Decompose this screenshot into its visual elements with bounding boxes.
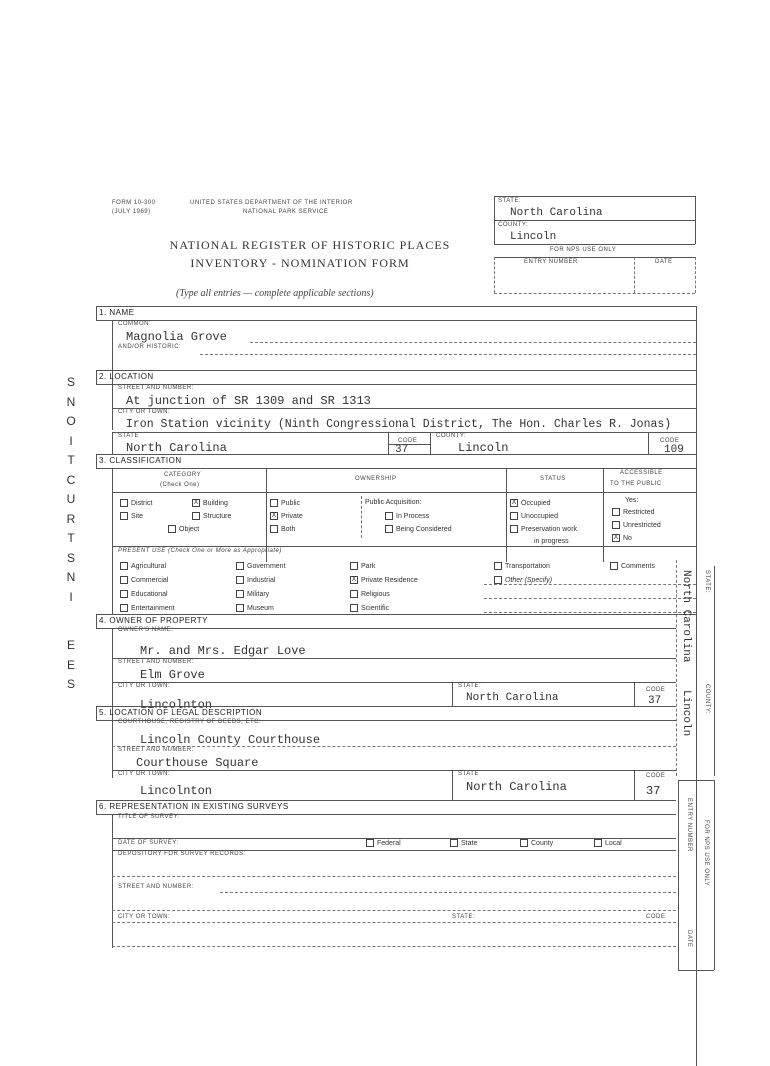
- common-name-field[interactable]: Magnolia Grove: [126, 330, 227, 344]
- margin-county-head: COUNTY:: [704, 684, 710, 715]
- use-commercial-checkbox[interactable]: Commercial: [120, 576, 168, 584]
- service-name: NATIONAL PARK SERVICE: [243, 209, 329, 215]
- cat-district-checkbox[interactable]: District: [120, 499, 152, 507]
- entry-number-label: ENTRY NUMBER: [524, 259, 578, 265]
- use-government-checkbox[interactable]: Government: [236, 562, 286, 570]
- own-private-checkbox[interactable]: X Private: [271, 512, 303, 520]
- legal-city-label: CITY OR TOWN:: [118, 771, 171, 777]
- county-label: COUNTY:: [436, 433, 467, 439]
- margin-date-label: DATE: [686, 930, 692, 948]
- status-head: STATUS: [540, 476, 566, 482]
- survey-local-checkbox[interactable]: Local: [594, 839, 622, 847]
- cat-site-checkbox[interactable]: Site: [120, 512, 143, 520]
- owner-state-label: STATE:: [458, 683, 482, 689]
- owner-name-label: OWNER'S NAME:: [118, 627, 174, 633]
- location-city-field[interactable]: Iron Station vicinity (Ninth Congressional District, The Hon. Charles R. Jonas): [126, 418, 672, 431]
- owner-code-label: CODE: [646, 687, 666, 693]
- survey-code-label: CODE: [646, 914, 666, 920]
- survey-date-label: DATE OF SURVEY:: [118, 840, 179, 846]
- common-label: COMMON:: [118, 321, 152, 327]
- state-label: STATE: [118, 433, 139, 439]
- side-instructions: S N O I T C U R T S N I E E S: [66, 375, 76, 691]
- state-code-field[interactable]: 37: [395, 444, 409, 456]
- present-use-label: PRESENT USE (Check One or More as Appropriate): [118, 548, 282, 554]
- category-head: CATEGORY: [164, 472, 202, 478]
- county-code-field[interactable]: 109: [664, 444, 684, 456]
- margin-state-head: STATE:: [704, 570, 710, 594]
- survey-street-label: STREET AND NUMBER:: [118, 884, 194, 890]
- use-military-checkbox[interactable]: Military: [236, 590, 269, 598]
- owner-code-field[interactable]: 37: [648, 695, 662, 707]
- owner-city-label: CITY OR TOWN:: [118, 683, 171, 689]
- use-transportation-checkbox[interactable]: Transportation: [494, 562, 550, 570]
- ownership-head: OWNERSHIP: [355, 476, 397, 482]
- access-restricted-checkbox[interactable]: Restricted: [612, 508, 655, 516]
- use-scientific-checkbox[interactable]: Scientific: [350, 604, 389, 612]
- form-title-2: INVENTORY - NOMINATION FORM: [190, 256, 410, 270]
- own-both-checkbox[interactable]: Both: [270, 525, 295, 533]
- cat-structure-checkbox[interactable]: Structure: [192, 512, 231, 520]
- survey-state-label: STATE:: [452, 914, 476, 920]
- use-agricultural-checkbox[interactable]: Agricultural: [120, 562, 166, 570]
- legal-code-field[interactable]: 37: [646, 784, 661, 798]
- use-entertainment-checkbox[interactable]: Entertainment: [120, 604, 175, 612]
- margin-entry-label: ENTRY NUMBER: [686, 798, 692, 852]
- section-3-title: 3. CLASSIFICATION: [99, 456, 182, 465]
- status-occupied-checkbox[interactable]: X Occupied: [511, 499, 551, 507]
- use-other-checkbox[interactable]: Other (Specify): [494, 576, 552, 584]
- form-number: FORM 10-300: [112, 200, 156, 206]
- use-museum-checkbox[interactable]: Museum: [236, 604, 274, 612]
- section-6-title: 6. REPRESENTATION IN EXISTING SURVEYS: [99, 802, 289, 811]
- form-instruction: (Type all entries — complete applicable sections): [176, 288, 374, 299]
- legal-street-field[interactable]: Courthouse Square: [136, 756, 259, 770]
- legal-street-label: STREET AND NUMBER:: [118, 747, 194, 753]
- entry-date-label: DATE: [655, 259, 673, 265]
- survey-county-checkbox[interactable]: County: [520, 839, 553, 847]
- access-unrestricted-checkbox[interactable]: Unrestricted: [612, 521, 661, 529]
- historic-label: AND/OR HISTORIC:: [118, 344, 182, 350]
- use-private-residence-checkbox[interactable]: X Private Residence: [351, 576, 418, 584]
- location-state-field[interactable]: North Carolina: [126, 441, 227, 455]
- margin-nps-label: FOR NPS USE ONLY: [703, 820, 709, 887]
- nps-use-label: FOR NPS USE ONLY: [550, 247, 617, 253]
- use-educational-checkbox[interactable]: Educational: [120, 590, 168, 598]
- city-label: CITY OR TOWN:: [118, 409, 171, 415]
- use-religious-checkbox[interactable]: Religious: [350, 590, 390, 598]
- courthouse-field[interactable]: Lincoln County Courthouse: [140, 733, 321, 747]
- status-progress-label: in progress: [534, 538, 569, 545]
- top-county-value: Lincoln: [510, 231, 557, 243]
- own-public-checkbox[interactable]: Public: [270, 499, 300, 507]
- street-label: STREET AND NUMBER:: [118, 385, 194, 391]
- form-title-1: NATIONAL REGISTER OF HISTORIC PLACES: [169, 238, 451, 252]
- margin-county-value: Lincoln: [680, 690, 692, 737]
- category-sub: (Check One): [160, 482, 200, 488]
- courthouse-label: COURTHOUSE, REGISTRY OF DEEDS, ETC:: [118, 719, 262, 725]
- use-comments-checkbox[interactable]: Comments: [610, 562, 655, 570]
- legal-state-label: STATE: [458, 771, 479, 777]
- form-date: (JULY 1969): [112, 209, 151, 215]
- survey-title-label: TITLE OF SURVEY:: [118, 814, 180, 820]
- section-2-title: 2. LOCATION: [99, 372, 154, 381]
- acq-considered-checkbox[interactable]: Being Considered: [385, 525, 452, 533]
- margin-state-value: North Carolina: [680, 570, 692, 663]
- acq-process-checkbox[interactable]: In Process: [385, 512, 429, 520]
- top-state-label: STATE:: [498, 198, 522, 204]
- top-state-value: North Carolina: [510, 207, 603, 219]
- owner-city-field[interactable]: Lincolnton: [140, 698, 213, 712]
- section-4-title: 4. OWNER OF PROPERTY: [99, 616, 208, 625]
- cat-building-checkbox[interactable]: X Building: [193, 499, 228, 507]
- survey-city-label: CITY OR TOWN:: [118, 914, 171, 920]
- owner-name-field[interactable]: Mr. and Mrs. Edgar Love: [140, 644, 306, 658]
- status-unoccupied-checkbox[interactable]: Unoccupied: [510, 512, 558, 520]
- public-acquisition-label: Public Acquisition:: [365, 499, 422, 506]
- agency-name: UNITED STATES DEPARTMENT OF THE INTERIOR: [190, 200, 353, 206]
- access-yes-label: Yes:: [625, 497, 639, 504]
- status-preservation-checkbox[interactable]: Preservation work: [510, 525, 577, 533]
- location-county-field[interactable]: Lincoln: [458, 441, 509, 455]
- use-park-checkbox[interactable]: Park: [350, 562, 375, 570]
- access-head-2: TO THE PUBLIC: [610, 481, 662, 487]
- section-1-title: 1. NAME: [99, 308, 135, 317]
- access-head-1: ACCESSIBLE: [620, 470, 663, 476]
- owner-street-label: STREET AND NUMBER:: [118, 659, 194, 665]
- location-street-field[interactable]: At junction of SR 1309 and SR 1313: [126, 394, 371, 408]
- code-label-2: CODE: [660, 438, 680, 444]
- legal-city-field[interactable]: Lincolnton: [140, 784, 213, 798]
- cat-object-checkbox[interactable]: Object: [168, 525, 199, 533]
- legal-code-label: CODE: [646, 773, 666, 779]
- use-industrial-checkbox[interactable]: Industrial: [236, 576, 275, 584]
- section-5-title: 5. LOCATION OF LEGAL DESCRIPTION: [99, 708, 263, 717]
- access-no-checkbox[interactable]: X No: [613, 534, 632, 542]
- repository-label: DEPOSITORY FOR SURVEY RECORDS:: [118, 851, 246, 857]
- top-county-label: COUNTY:: [498, 222, 529, 228]
- survey-state-checkbox[interactable]: State: [450, 839, 477, 847]
- legal-state-field[interactable]: North Carolina: [466, 780, 567, 794]
- survey-federal-checkbox[interactable]: Federal: [366, 839, 401, 847]
- code-label-1: CODE: [398, 438, 418, 444]
- owner-street-field[interactable]: Elm Grove: [140, 668, 205, 682]
- owner-state-field[interactable]: North Carolina: [466, 692, 559, 704]
